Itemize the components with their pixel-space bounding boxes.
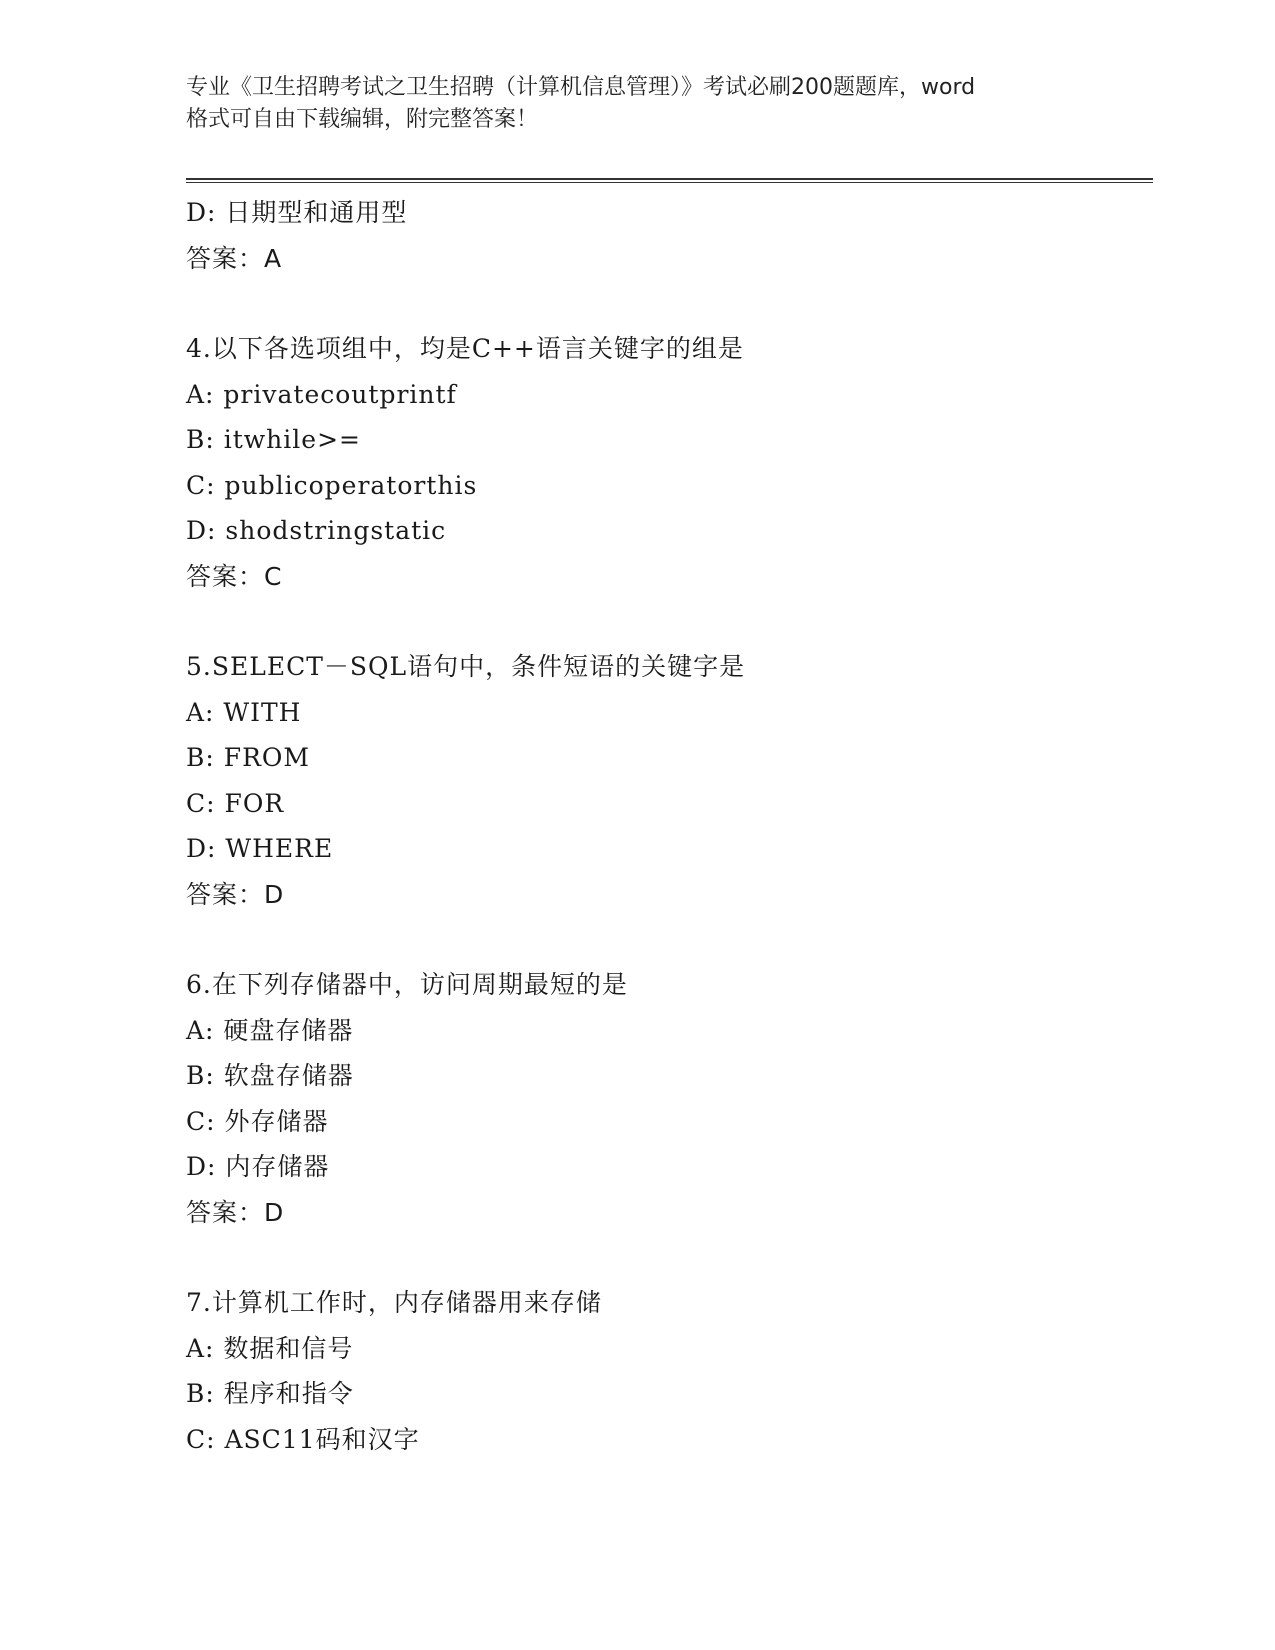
answer: 答案：D (186, 879, 285, 909)
option-b: B: itwhile>= (186, 425, 361, 454)
spacer (186, 1235, 1146, 1280)
option-c: C: ASC11码和汉字 (186, 1424, 420, 1454)
option-c: C: FOR (186, 788, 285, 818)
question-5 (186, 644, 1146, 917)
question-4 (186, 326, 1146, 599)
page-header (186, 72, 1086, 136)
option-a: A: 数据和信号 (186, 1333, 354, 1363)
option-d: D: 内存储器 (186, 1152, 330, 1181)
answer: 答案：A (186, 243, 283, 273)
option-a: A: WITH (186, 697, 302, 727)
question-stem: 6.在下列存储器中，访问周期最短的是 (186, 970, 628, 999)
option-c: C: publicoperatorthis (186, 470, 478, 500)
question-stem: 7.计算机工作时，内存储器用来存储 (186, 1288, 602, 1317)
question-stem: 4.以下各选项组中，均是C++语言关键字的组是 (186, 334, 744, 363)
header-line-1: 专业《卫生招聘考试之卫生招聘（计算机信息管理）》考试必刷200题题库，word (186, 75, 976, 100)
answer: 答案：C (186, 561, 283, 591)
option-d: D: WHERE (186, 834, 334, 863)
header-divider (186, 178, 1153, 183)
option-b: B: 程序和指令 (186, 1379, 354, 1408)
spacer (186, 599, 1146, 644)
question-6 (186, 962, 1146, 1235)
option-b: B: FROM (186, 743, 311, 772)
option-a: A: privatecoutprintf (186, 379, 457, 409)
option-d: D: shodstringstatic (186, 516, 447, 545)
option-c: C: 外存储器 (186, 1106, 329, 1136)
option-d: D: 日期型和通用型 (186, 198, 408, 227)
question-stem: 5.SELECT－SQL语句中，条件短语的关键字是 (186, 652, 746, 681)
option-a: A: 硬盘存储器 (186, 1015, 354, 1045)
spacer (186, 917, 1146, 962)
header-line-2: 格式可自由下载编辑，附完整答案！ (186, 107, 539, 132)
answer: 答案：D (186, 1197, 285, 1227)
question-list (186, 190, 1146, 1462)
option-b: B: 软盘存储器 (186, 1061, 354, 1090)
question-7 (186, 1280, 1146, 1462)
spacer (186, 281, 1146, 326)
